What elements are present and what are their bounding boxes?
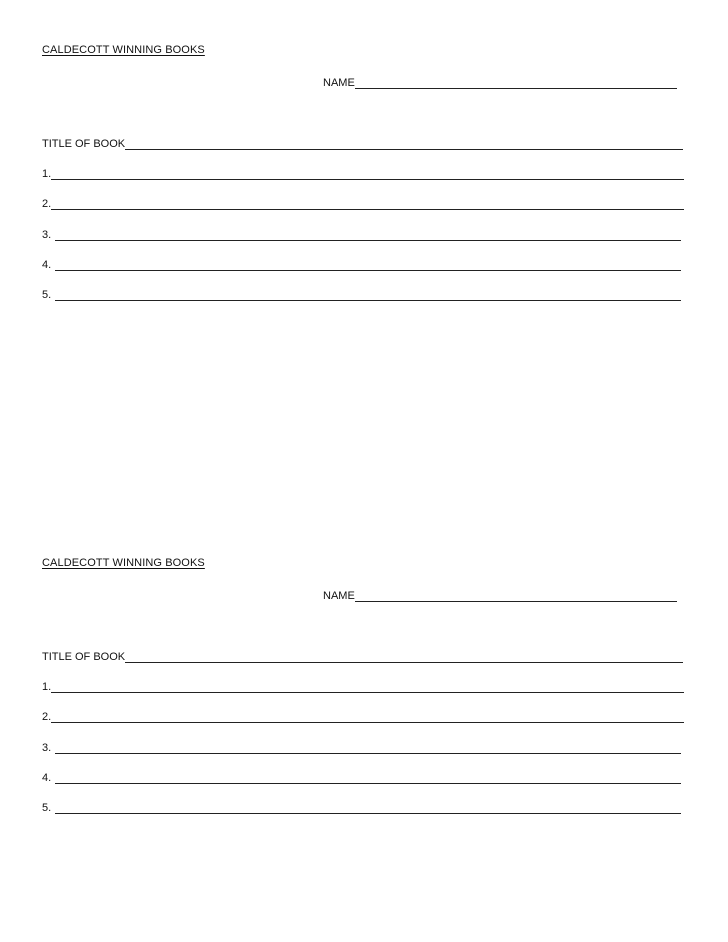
worksheet-title: CALDECOTT WINNING BOOKS xyxy=(42,557,205,569)
book-title-blank-line[interactable] xyxy=(125,650,683,663)
item-number: 4. xyxy=(42,772,52,784)
item-number: 3. xyxy=(42,742,52,754)
item-number: 2. xyxy=(42,711,52,723)
list-item-1[interactable] xyxy=(42,680,684,694)
item-number: 5. xyxy=(42,802,52,814)
list-item-2[interactable] xyxy=(42,197,684,211)
worksheet-top xyxy=(0,0,728,300)
list-item-2[interactable] xyxy=(42,710,684,724)
book-title-blank-line[interactable] xyxy=(125,137,683,150)
item-number: 3. xyxy=(42,229,52,241)
item-blank-line[interactable] xyxy=(51,167,684,180)
book-title-field[interactable] xyxy=(42,137,683,151)
book-title-label: TITLE OF BOOK xyxy=(42,651,126,663)
item-number: 5. xyxy=(42,289,52,301)
list-item-5[interactable] xyxy=(42,288,681,302)
item-blank-line[interactable] xyxy=(55,258,681,271)
list-item-4[interactable] xyxy=(42,771,681,785)
name-label: NAME xyxy=(323,590,355,602)
item-blank-line[interactable] xyxy=(55,228,681,241)
name-label: NAME xyxy=(323,77,355,89)
item-blank-line[interactable] xyxy=(51,680,684,693)
item-blank-line[interactable] xyxy=(55,741,681,754)
list-item-1[interactable] xyxy=(42,167,684,181)
item-blank-line[interactable] xyxy=(55,771,681,784)
name-field[interactable] xyxy=(323,589,677,603)
name-blank-line[interactable] xyxy=(355,589,677,602)
list-item-5[interactable] xyxy=(42,801,681,815)
item-blank-line[interactable] xyxy=(51,197,684,210)
worksheet-title: CALDECOTT WINNING BOOKS xyxy=(42,44,205,56)
list-item-3[interactable] xyxy=(42,741,681,755)
list-item-3[interactable] xyxy=(42,228,681,242)
item-number: 4. xyxy=(42,259,52,271)
item-number: 1. xyxy=(42,168,52,180)
book-title-field[interactable] xyxy=(42,650,683,664)
item-number: 2. xyxy=(42,198,52,210)
book-title-label: TITLE OF BOOK xyxy=(42,138,126,150)
item-blank-line[interactable] xyxy=(55,288,681,301)
name-blank-line[interactable] xyxy=(355,76,677,89)
item-blank-line[interactable] xyxy=(51,710,684,723)
item-blank-line[interactable] xyxy=(55,801,681,814)
name-field[interactable] xyxy=(323,76,677,90)
worksheet-bottom xyxy=(0,513,728,813)
list-item-4[interactable] xyxy=(42,258,681,272)
item-number: 1. xyxy=(42,681,52,693)
